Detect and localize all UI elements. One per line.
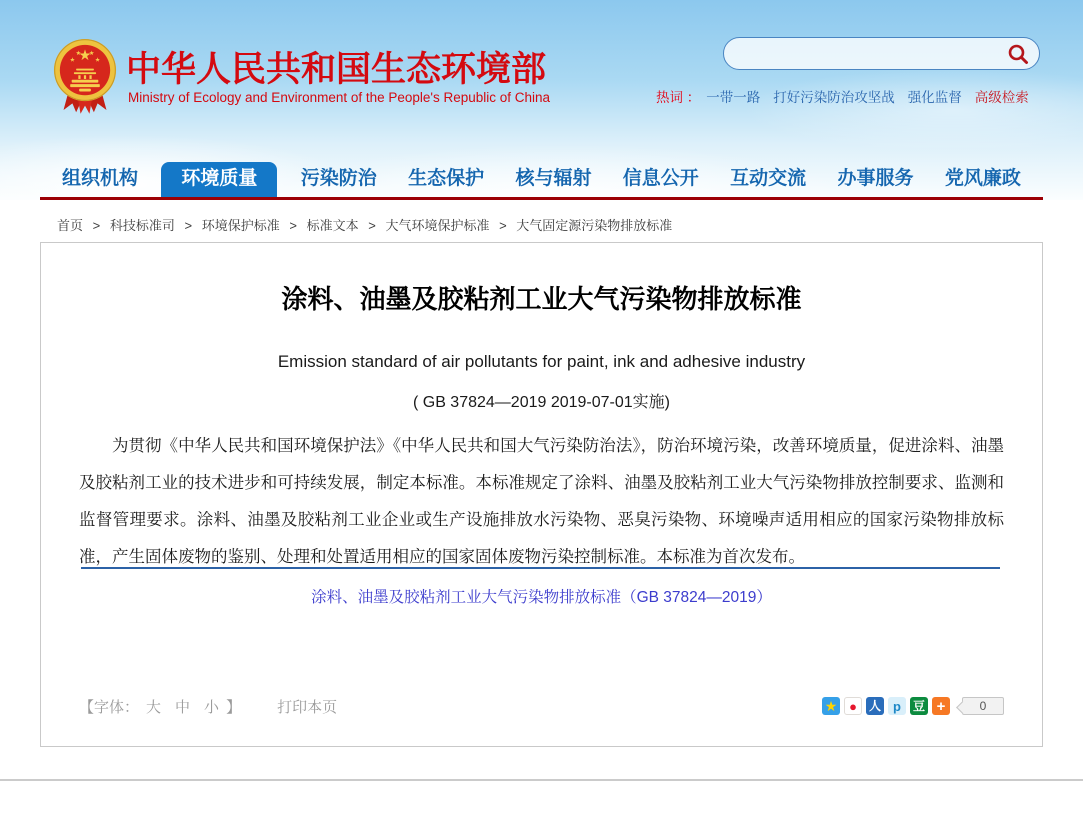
- national-emblem-logo: [48, 36, 122, 116]
- nav-item-services[interactable]: 办事服务: [837, 168, 914, 189]
- nav-item-nuclear-radiation[interactable]: 核与辐射: [515, 168, 592, 189]
- breadcrumb-stationary-source-emission[interactable]: 大气固定源污染物排放标准: [516, 218, 673, 233]
- breadcrumb-home[interactable]: 首页: [57, 218, 84, 233]
- hotword-link-belt-road[interactable]: 一带一路: [706, 90, 761, 105]
- search-input[interactable]: [724, 38, 997, 69]
- pengyou-share-icon[interactable]: p: [888, 697, 906, 715]
- nav-underline: [40, 197, 1043, 200]
- search-icon: [1007, 43, 1029, 65]
- share-count-badge[interactable]: 0: [962, 697, 1004, 715]
- hotwords-bar: [656, 86, 1040, 106]
- article-tools-row: [79, 695, 1004, 717]
- print-page-button[interactable]: 打印本页: [277, 698, 338, 716]
- more-share-icon[interactable]: +: [932, 697, 950, 715]
- font-size-medium-button[interactable]: 中: [175, 698, 191, 716]
- hotword-link-supervision[interactable]: 强化监督: [907, 90, 962, 105]
- breadcrumb-standard-text[interactable]: 标准文本: [306, 218, 359, 233]
- nav-item-pollution-control[interactable]: 污染防治: [300, 168, 377, 189]
- breadcrumb-air-env-standards[interactable]: 大气环境保护标准: [385, 218, 490, 233]
- hotword-link-pollution-battle[interactable]: 打好污染防治攻坚战: [773, 90, 895, 105]
- breadcrumb-separator: >: [92, 218, 101, 233]
- font-size-small-button[interactable]: 小: [204, 698, 220, 716]
- breadcrumb-separator: >: [499, 218, 507, 233]
- breadcrumb-separator: >: [184, 218, 193, 233]
- qzone-share-icon[interactable]: ★: [822, 697, 840, 715]
- renren-share-icon[interactable]: 人: [866, 697, 884, 715]
- font-size-large-button[interactable]: 大: [146, 698, 162, 716]
- standard-attachment-link[interactable]: 涂料、油墨及胶粘剂工业大气污染物排放标准（GB 37824—2019）: [311, 589, 772, 606]
- site-title-chinese: 中华人民共和国生态环境部: [126, 50, 547, 89]
- nav-item-environment-quality[interactable]: 环境质量: [161, 162, 277, 197]
- main-navigation: [40, 160, 1043, 197]
- share-bar: [822, 697, 1004, 715]
- font-size-tools: [79, 696, 337, 717]
- site-title-english: Ministry of Ecology and Environment of the People's Republic of China: [128, 90, 551, 105]
- search-box: [723, 37, 1040, 70]
- nav-item-party-conduct[interactable]: 党风廉政: [944, 168, 1021, 189]
- weibo-share-icon[interactable]: ●: [844, 697, 862, 715]
- content-divider: [81, 567, 1000, 569]
- breadcrumb-separator: >: [368, 218, 376, 233]
- advanced-search-link[interactable]: 高级检索: [974, 90, 1029, 105]
- search-button[interactable]: [997, 38, 1039, 69]
- douban-share-icon[interactable]: 豆: [910, 697, 928, 715]
- font-tools-prefix: 【字体：: [79, 698, 140, 716]
- breadcrumb-tech-standards-dept[interactable]: 科技标准司: [109, 218, 175, 233]
- font-tools-suffix: 】: [226, 698, 242, 716]
- article-subtitle-english: Emission standard of air pollutants for paint, ink and adhesive industry: [277, 352, 806, 371]
- nav-item-ecological-protection[interactable]: 生态保护: [408, 168, 485, 189]
- nav-item-information-disclosure[interactable]: 信息公开: [622, 168, 699, 189]
- breadcrumb-separator: >: [289, 218, 297, 233]
- site-header: [0, 0, 1083, 200]
- article-title: 涂料、油墨及胶粘剂工业大气污染物排放标准: [281, 284, 802, 314]
- nav-item-organization[interactable]: 组织机构: [62, 168, 139, 189]
- page-footer-divider: [0, 779, 1083, 781]
- nav-item-interaction[interactable]: 互动交流: [730, 168, 807, 189]
- article-panel: [40, 242, 1043, 747]
- hotwords-label: 热词 ：: [656, 90, 701, 105]
- article-abstract: 为贯彻《中华人民共和国环境保护法》《中华人民共和国大气污染防治法》，防治环境污染，改善环境质量，促进涂料、油墨及胶粘剂工业的技术进步和可持续发展，制定本标准。本标准规定了涂料、油墨及胶粘剂工业大气污染物排放控制要求、监测和监督管理要求。涂料、油墨及胶粘剂工业企业或生产设施排放水污染物、恶臭污染物、环境噪声适用相应的国家污染物排放标准，产生固体废物的鉴别、处理和处置适用相应的国家固体废物污染控制标准。本标准为首次发布。: [79, 437, 1004, 566]
- breadcrumb: [57, 215, 672, 234]
- breadcrumb-env-protection-standards[interactable]: 环境保护标准: [201, 218, 280, 233]
- standard-number-line: ( GB 37824—2019 2019-07-01实施): [412, 394, 671, 411]
